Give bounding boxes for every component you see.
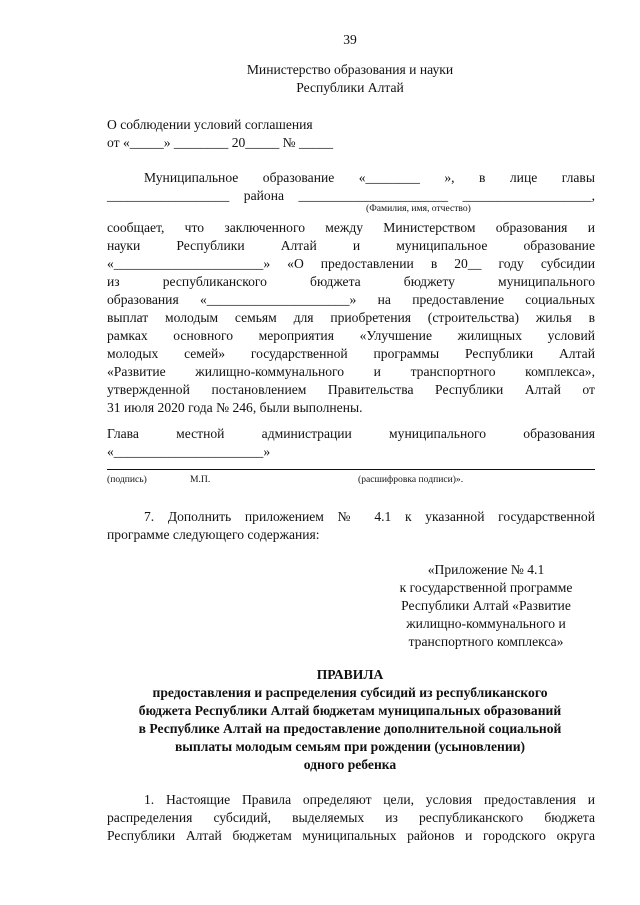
subject-line: от «_____» ________ 20_____ № _____ (107, 135, 334, 150)
letter-line: сообщает, что заключенного между Министерством образования и (107, 220, 595, 235)
appendix-line: Республики Алтай «Развитие (401, 598, 571, 613)
signature-line: Глава местной администрации муниципального образования (107, 426, 595, 441)
addressee-line: Республики Алтай (296, 80, 404, 95)
appendix-line: к государственной программе (399, 580, 573, 595)
letter-line: образования «_____________________» на предоставление социальных (107, 292, 595, 307)
item7-line: 7. Дополнить приложением № 4.1 к указанной государственной (144, 509, 595, 524)
rules-subtitle-line: бюджета Республики Алтай бюджетам муниципальных образований (138, 703, 562, 718)
subject-line: О соблюдении условий соглашения (107, 117, 313, 132)
addressee-line: Министерство образования и науки (246, 62, 454, 77)
letter-line: молодых семей» государственной программы Республики Алтай (107, 346, 595, 361)
letter-line: «Развитие жилищно-коммунального и транспортного комплекса», (107, 364, 595, 379)
appendix-line: «Приложение № 4.1 (427, 562, 545, 577)
rules-subtitle-line: выплаты молодым семьям при рождении (усыновлении) (174, 739, 526, 754)
letter-line: рамках основного мероприятия «Улучшение жилищных условий (107, 328, 595, 343)
letter-line: Муниципальное образование «________ », в лице главы (144, 170, 595, 185)
rules-subtitle-line: в Республике Алтай на предоставление дополнительной социальной (138, 721, 562, 736)
sign-caption: (подпись) (107, 474, 147, 485)
rules-par-line: 1. Настоящие Правила определяют цели, условия предоставления и (144, 792, 595, 807)
letter-line: «______________________» «О предоставлении в 20__ году субсидии (107, 256, 595, 271)
appendix-line: транспортного комплекса» (408, 634, 564, 649)
letter-line: из республиканского бюджета бюджету муниципального (107, 274, 595, 289)
rules-par-line: распределения субсидий, выделяемых из республиканского бюджета (107, 810, 595, 825)
name-caption: (Фамилия, имя, отчество) (366, 203, 471, 214)
letter-line: __________________ района ______________________ ___________________, (107, 188, 595, 203)
stamp-caption: М.П. (190, 474, 211, 485)
letter-line: утвержденной постановлением Правительства Республики Алтай от (107, 382, 595, 397)
decode-caption: (расшифровка подписи)». (358, 474, 464, 485)
rules-title: ПРАВИЛА (316, 667, 384, 682)
rules-par-line: Республики Алтай бюджетам муниципальных районов и городского округа (107, 828, 595, 843)
signature-rule (107, 469, 595, 470)
item7-line: программе следующего содержания: (107, 527, 320, 542)
signature-line: «______________________» (107, 444, 271, 459)
letter-line: выплат молодым семьям для приобретения (строительства) жилья в (107, 310, 595, 325)
rules-subtitle-line: одного ребенка (303, 757, 397, 772)
rules-subtitle-line: предоставления и распределения субсидий из республиканского (152, 685, 548, 700)
page-number: 39 (343, 32, 357, 47)
letter-line: 31 июля 2020 года № 246, были выполнены. (107, 400, 363, 415)
letter-line: науки Республики Алтай и муниципальное образование (107, 238, 595, 253)
appendix-line: жилищно-коммунального и (406, 616, 566, 631)
